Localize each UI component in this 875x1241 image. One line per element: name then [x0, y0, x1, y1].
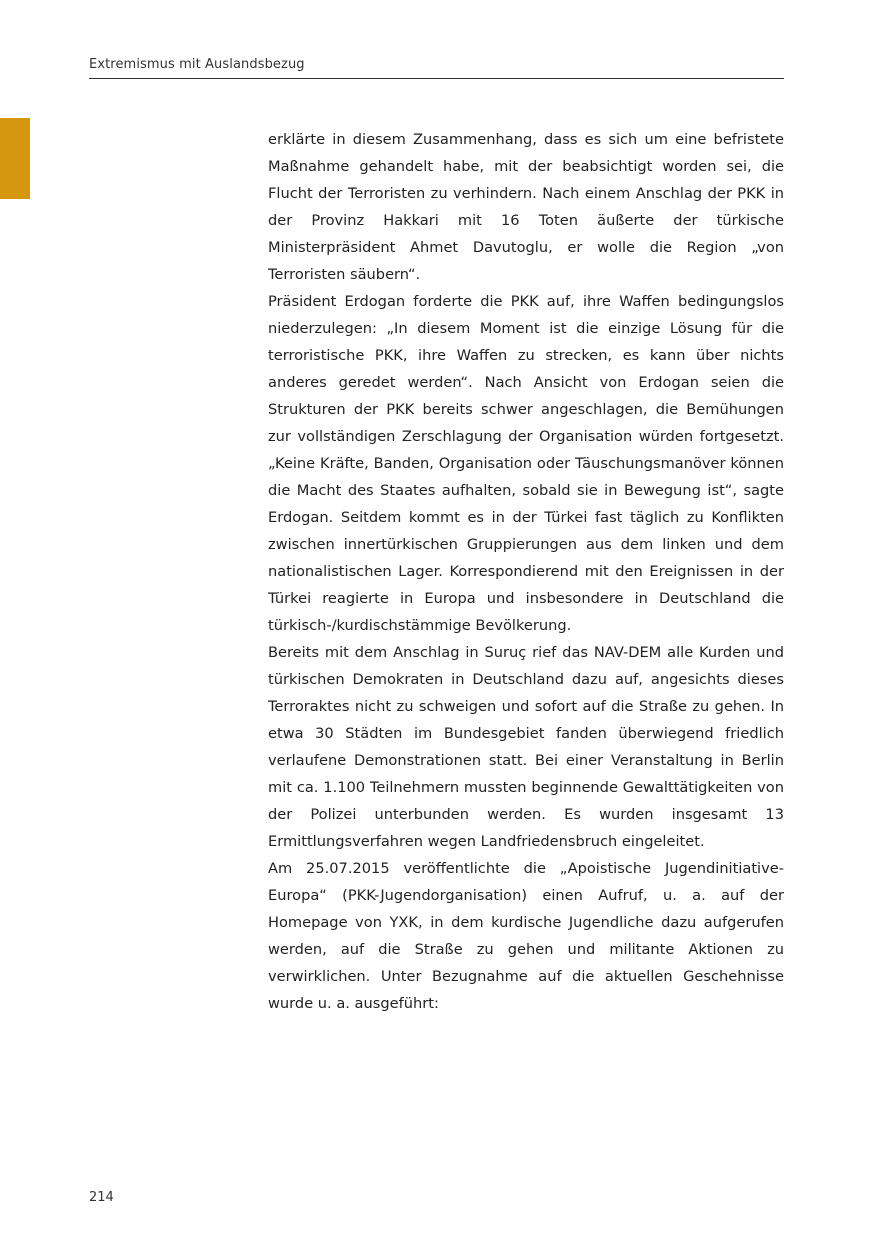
body-text — [268, 126, 784, 1017]
paragraph-1: erklärte in diesem Zusammenhang, dass es sich um eine befristete Maßnahme gehandelt habe, mit der beabsichtigt worden sei, die Flucht der Terroristen zu verhindern. Nach einem Anschlag der PKK in der Provinz Hakkari mit 16 Toten äußerte der türkische Ministerpräsident Ahmet Davutoglu, er wolle die Region „von Terroristen säubern“. — [268, 131, 784, 283]
chapter-side-tab — [0, 118, 30, 199]
paragraph-2: Präsident Erdogan forderte die PKK auf, ihre Waffen bedingungslos niederzulegen: „In diesem Moment ist die einzige Lösung für die terroristische PKK, ihre Waffen zu strecken, es kann über nichts anderes geredet werden“. Nach Ansicht von Erdogan seien die Strukturen der PKK bereits schwer angeschlagen, die Bemühungen zur vollständigen Zerschlagung der Organisation würden fortgesetzt. „Keine Kräfte, Banden, Organisation oder Täuschungsmanöver können die Macht des Staates aufhalten, sobald sie in Bewegung ist“, sagte Erdogan. Seitdem kommt es in der Türkei fast täglich zu Konflikten zwischen innertürkischen Gruppierungen aus dem linken und dem nationalistischen Lager. Korrespondierend mit den Ereignissen in der Türkei reagierte in Europa und insbesondere in Deutschland die türkisch-/kurdischstämmige Bevölkerung. — [268, 293, 784, 634]
paragraph-4: Am 25.07.2015 veröffentlichte die „Apoistische Jugendinitiative-Europa“ (PKK-Jugendorganisation) einen Aufruf, u. a. auf der Homepage von YXK, in dem kurdische Jugendliche dazu aufgerufen werden, auf die Straße zu gehen und militante Aktionen zu verwirklichen. Unter Bezugnahme auf die aktuellen Geschehnisse wurde u. a. ausgeführt: — [268, 860, 784, 1012]
running-header-title: Extremismus mit Auslandsbezug — [89, 57, 305, 72]
page-number: 214 — [89, 1190, 114, 1205]
header-rule — [89, 78, 784, 79]
paragraph-3: Bereits mit dem Anschlag in Suruç rief das NAV-DEM alle Kurden und türkischen Demokraten in Deutschland dazu auf, angesichts dieses Terroraktes nicht zu schweigen und sofort auf die Straße zu gehen. In etwa 30 Städten im Bundesgebiet fanden überwiegend friedlich verlaufene Demonstrationen statt. Bei einer Veranstaltung in Berlin mit ca. 1.100 Teilnehmern mussten beginnende Gewalttätigkeiten von der Polizei unterbunden werden. Es wurden insgesamt 13 Ermittlungsverfahren wegen Landfriedensbruch eingeleitet. — [268, 644, 784, 850]
